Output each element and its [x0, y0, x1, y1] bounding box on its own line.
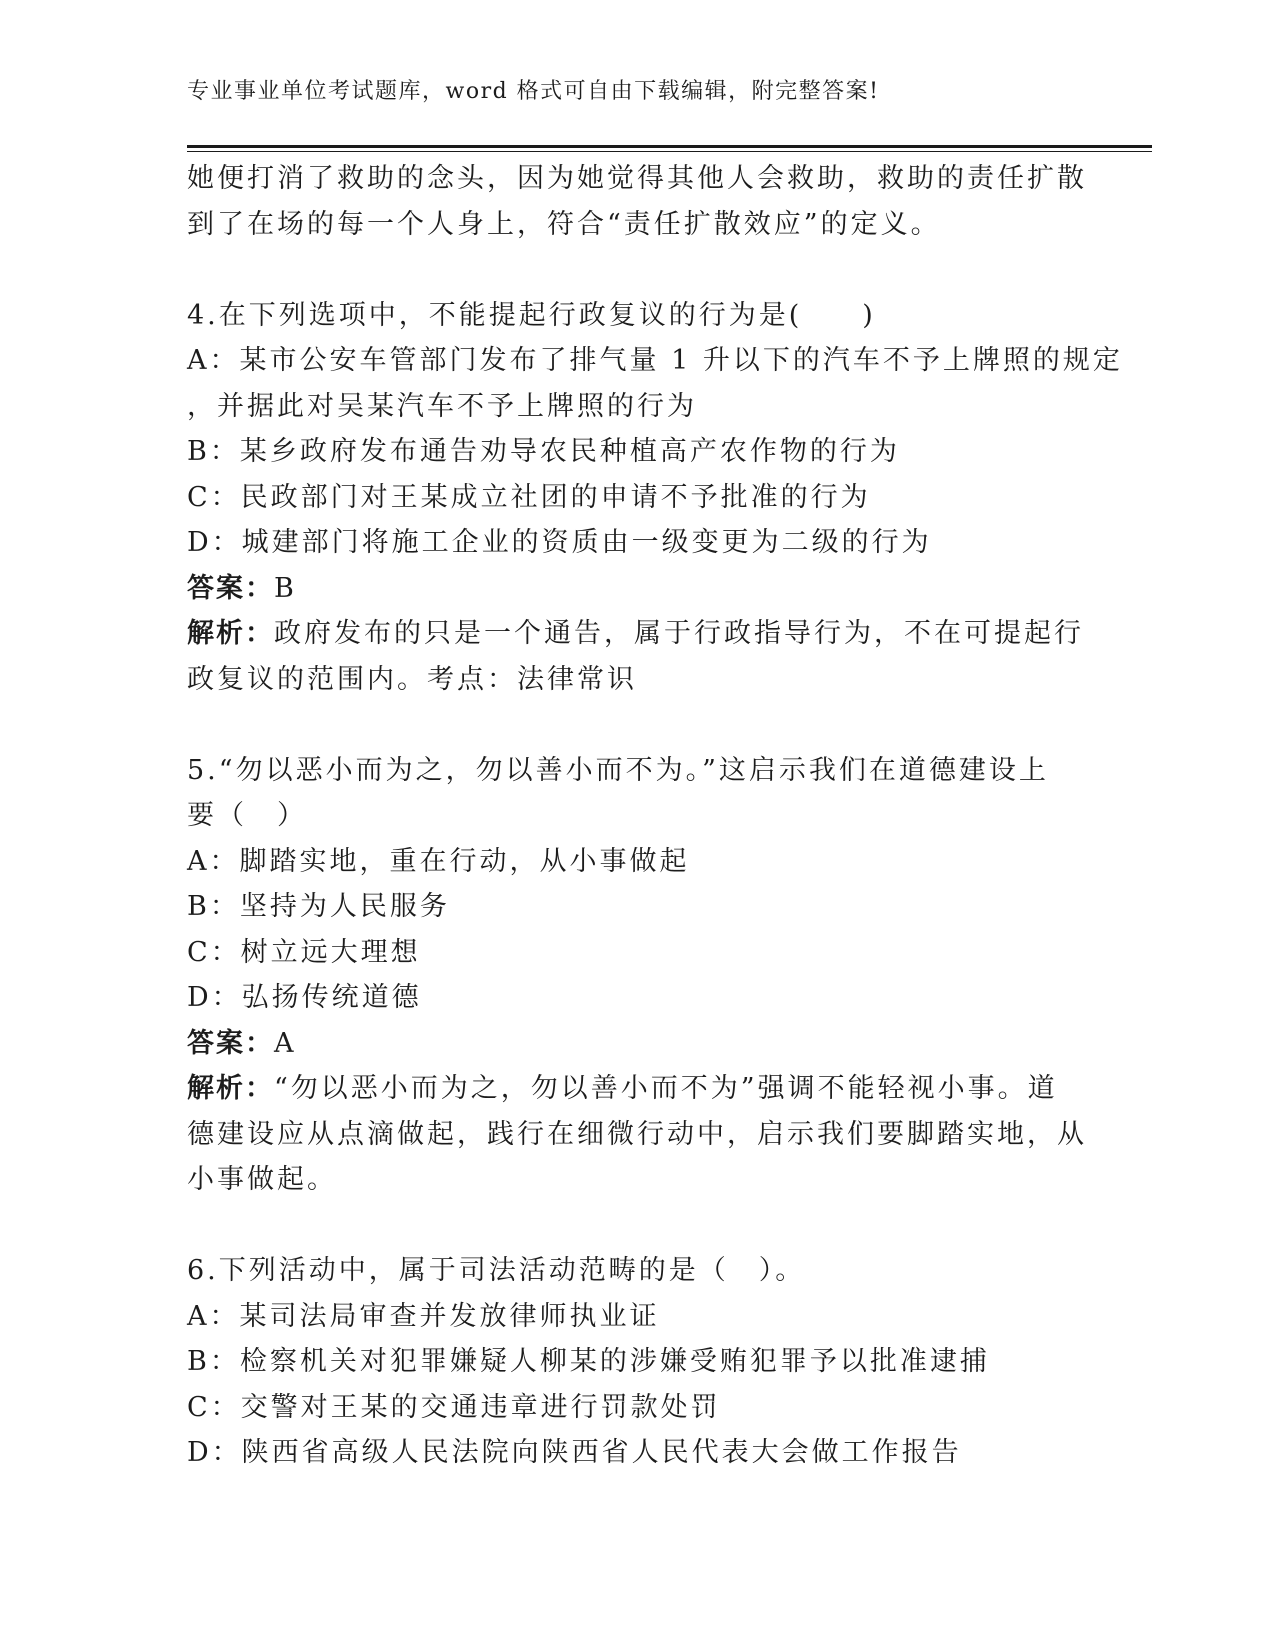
question-6-stem: 6.下列活动中，属于司法活动范畴的是（ ）。 [187, 1255, 806, 1286]
q5-option: C：树立远大理想 [187, 936, 421, 968]
intro-line: 到了在场的每一个人身上，符合“责任扩散效应”的定义。 [187, 208, 941, 240]
q4-analysis-line: 政复议的范围内。考点：法律常识 [187, 663, 637, 695]
q4-analysis [187, 611, 1087, 657]
q4-option: D：城建部门将施工企业的资质由一级变更为二级的行为 [187, 527, 932, 558]
q5-option: B：坚持为人民服务 [187, 891, 450, 922]
answer-value: B [274, 572, 297, 604]
q6-option: B：检察机关对犯罪嫌疑人柳某的涉嫌受贿犯罪予以批准逮捕 [187, 1346, 990, 1377]
q4-option: B：某乡政府发布通告劝导农民种植高产农作物的行为 [187, 436, 900, 467]
answer-label: 答案： [187, 1027, 274, 1059]
page-header: 专业事业单位考试题库，word 格式可自由下载编辑，附完整答案! [187, 79, 880, 104]
analysis-text: “勿以恶小而为之，勿以善小而不为”强调不能轻视小事。道 [274, 1073, 1058, 1104]
q4-option: C：民政部门对王某成立社团的申请不予批准的行为 [187, 481, 871, 513]
question-5-stem: 5.“勿以恶小而为之，勿以善小而不为。”这启示我们在道德建设上 [187, 754, 1049, 786]
q5-analysis-line: 小事做起。 [187, 1164, 337, 1195]
q5-option: A：脚踏实地，重在行动，从小事做起 [187, 845, 690, 877]
q4-option: A：某市公安车管部门发布了排气量 1 升以下的汽车不予上牌照的规定 [187, 345, 1123, 376]
q4-option: ，并据此对吴某汽车不予上牌照的行为 [187, 390, 697, 422]
q6-option: A：某司法局审查并发放律师执业证 [187, 1300, 660, 1332]
question-4-stem: 4.在下列选项中，不能提起行政复议的行为是( ) [187, 299, 876, 331]
q6-option: C：交警对王某的交通违章进行罚款处罚 [187, 1391, 721, 1423]
q5-analysis [187, 1066, 1087, 1112]
intro-line: 她便打消了救助的念头，因为她觉得其他人会救助，救助的责任扩散 [187, 163, 1087, 194]
header-rule-thin [187, 151, 1152, 152]
q6-option: D：陕西省高级人民法院向陕西省人民代表大会做工作报告 [187, 1437, 962, 1468]
q4-answer [187, 566, 1087, 612]
q5-option: D：弘扬传统道德 [187, 982, 422, 1013]
analysis-label: 解析： [187, 1073, 274, 1104]
header-rule-thick [187, 145, 1152, 148]
answer-value: A [274, 1027, 297, 1059]
question-5-stem: 要（ ） [187, 800, 307, 831]
document-body [187, 156, 1123, 1476]
analysis-text: 政府发布的只是一个通告，属于行政指导行为，不在可提起行 [274, 618, 1084, 649]
analysis-label: 解析： [187, 618, 274, 649]
q5-analysis-line: 德建设应从点滴做起，践行在细微行动中，启示我们要脚踏实地，从 [187, 1118, 1087, 1150]
answer-label: 答案： [187, 572, 274, 604]
q5-answer [187, 1021, 1087, 1067]
